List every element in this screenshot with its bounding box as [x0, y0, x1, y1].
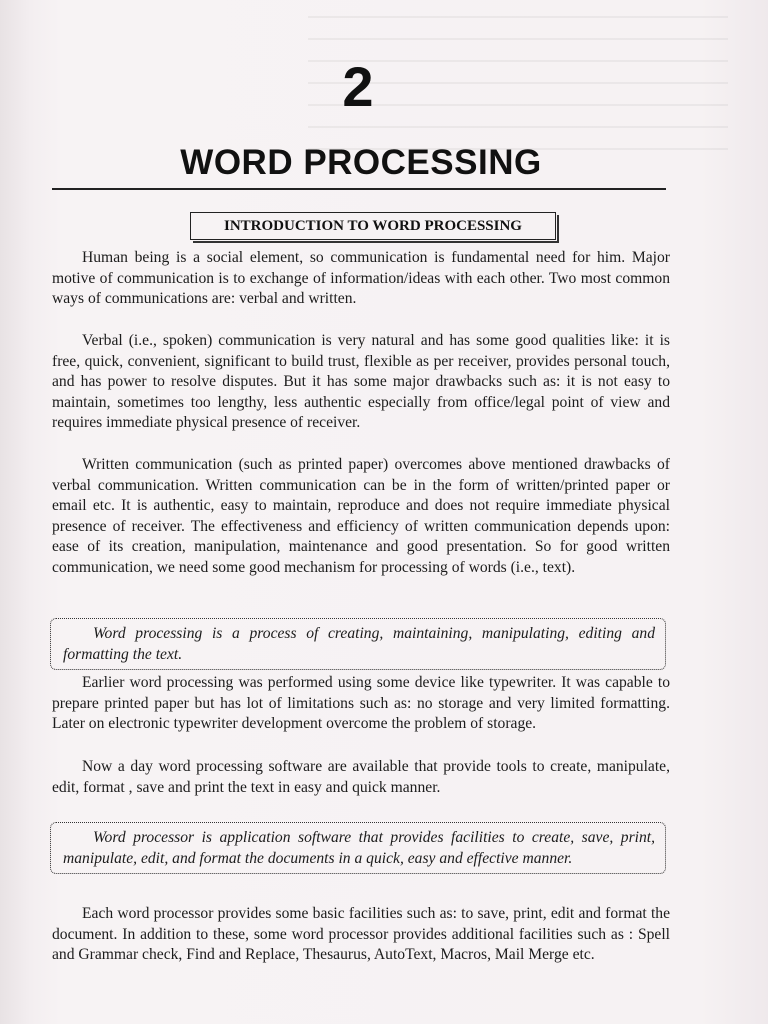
paragraph-6-text: Each word processor provides some basic facilities such as: to save, print, edit and format the document. In addition to these, some word processor provides additional facilities such as : Spell and Grammar check, Find and Replace, Thesaurus, AutoText, Macros, Mail Merge etc. [52, 905, 670, 964]
paragraph-6 [52, 904, 670, 966]
paragraph-5-text: Now a day word processing software are available that provide tools to create, manipulate, edit, format , save and print the text in easy and quick manner. [52, 758, 670, 796]
paragraph-4 [52, 673, 670, 735]
paragraph-1 [52, 248, 670, 310]
chapter-number: 2 [342, 55, 374, 118]
paragraph-3-text: Written communication (such as printed paper) overcomes above mentioned drawbacks of verbal communication. Written communication can be in the form of written/printed paper or email etc. It is authentic, easy to maintain, reproduce and does not require immediate physical presence of receiver. The effectiveness and efficiency of written communication depends upon: ease of its creation, manipulation, maintenance and good presentation. So for good written communication, we need some good mechanism for processing of words (i.e., text). [52, 456, 670, 576]
paragraph-3 [52, 455, 670, 579]
paragraph-2-text: Verbal (i.e., spoken) communication is very natural and has some good qualities like: it is free, quick, convenient, significant to build trust, flexible as per receiver, provides personal touch, and has power to resolve disputes. But it has some major drawbacks such as: it is not easy to maintain, sometimes too lengthy, less authentic especially from office/legal point of view and requires immediate physical presence of receiver. [52, 332, 670, 432]
paragraph-2 [52, 331, 670, 434]
paragraph-1-text: Human being is a social element, so communication is fundamental need for him. Major motive of communication is to exchange of information/ideas with each other. Two most common ways of communications are: verbal and written. [52, 249, 670, 308]
definition-1-text: Word processing is a process of creating, maintaining, manipulating, editing and formatting the text. [63, 625, 655, 663]
section-heading: INTRODUCTION TO WORD PROCESSING [190, 212, 556, 240]
definition-box-word-processor [50, 822, 666, 874]
definition-box-word-processing [50, 618, 666, 670]
definition-2-text: Word processor is application software that provides facilities to create, save, print, manipulate, edit, and format the documents in a quick, easy and effective manner. [63, 829, 655, 867]
paragraph-4-text: Earlier word processing was performed using some device like typewriter. It was capable to prepare printed paper but has lot of limitations such as: no storage and very limited formatting. Later on electronic typewriter development overcome the problem of storage. [52, 674, 670, 733]
title-divider [52, 188, 666, 190]
chapter-title: WORD PROCESSING [180, 143, 542, 182]
paragraph-5 [52, 757, 670, 798]
